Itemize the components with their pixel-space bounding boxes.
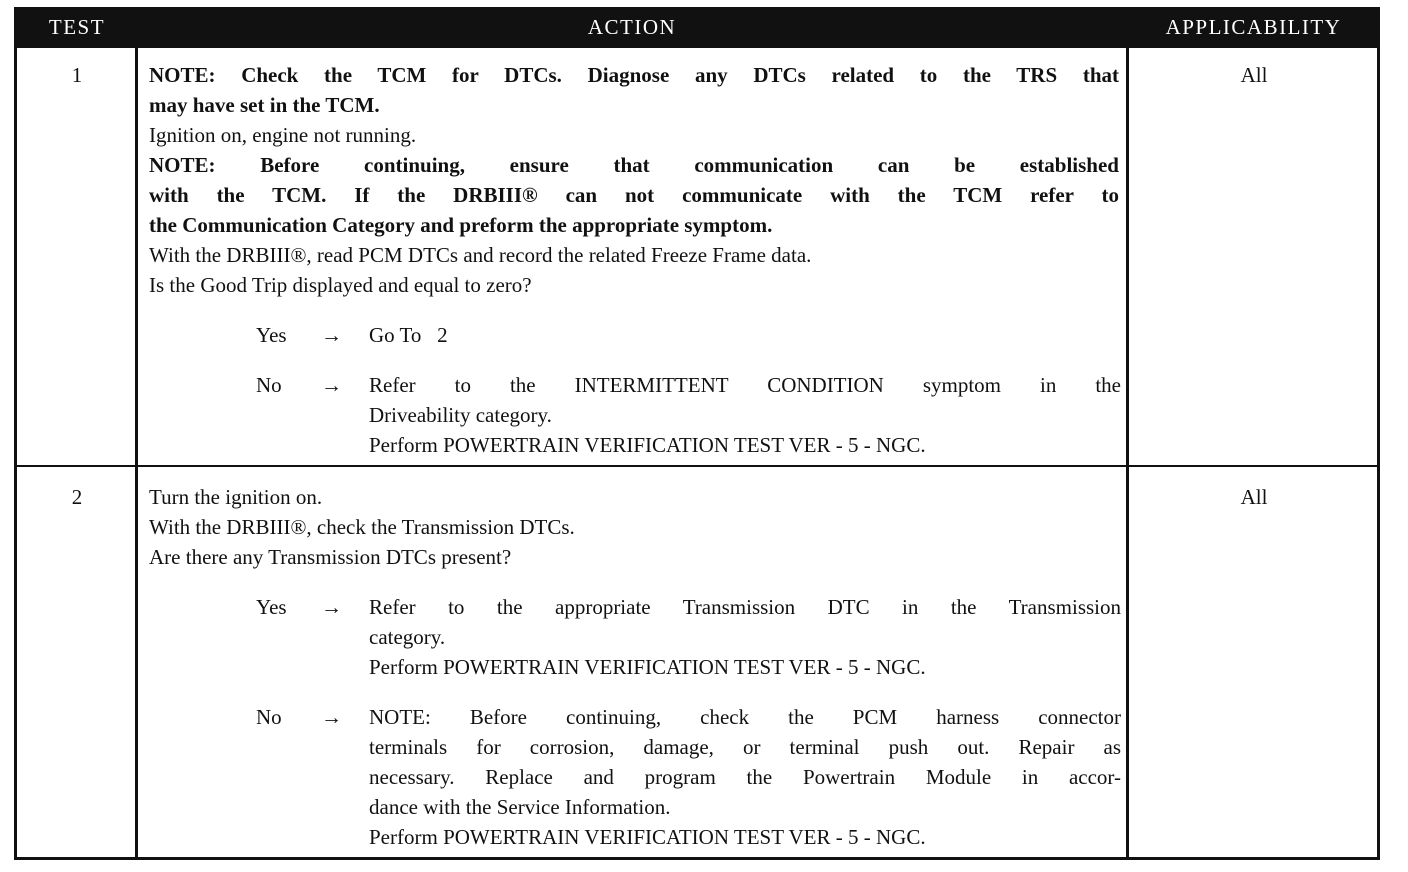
option-line: Perform POWERTRAIN VERIFICATION TEST VER - 5 - NGC. [369, 655, 926, 679]
option-yes [149, 592, 1119, 682]
row-2-applicability: All [1240, 485, 1268, 509]
action-line: Ignition on, engine not running. [149, 123, 417, 147]
option-no [149, 370, 1119, 460]
option-line: Perform POWERTRAIN VERIFICATION TEST VER - 5 - NGC. [369, 825, 926, 849]
arrow-icon: → [321, 323, 342, 347]
option-line: category. [369, 625, 446, 649]
option-line: NOTE: Before continuing, check the PCM harness connector [369, 705, 1121, 729]
option-key: Yes [256, 595, 287, 619]
row-divider [17, 465, 1377, 467]
option-line: Refer to the INTERMITTENT CONDITION symptom in the [369, 373, 1121, 397]
action-line: NOTE: Check the TCM for DTCs. Diagnose any DTCs related to the TRS that [149, 63, 1119, 87]
row-2-test-number: 2 [71, 485, 83, 509]
row-1-applicability: All [1240, 63, 1268, 87]
action-line: NOTE: Before continuing, ensure that communication can be established [149, 153, 1119, 177]
option-line: Refer to the appropriate Transmission DTC in the Transmission [369, 595, 1121, 619]
option-line: necessary. Replace and program the Powertrain Module in accor- [369, 765, 1121, 789]
action-line: With the DRBIII®, check the Transmission DTCs. [149, 515, 575, 539]
diagnostic-table [14, 7, 1380, 860]
option-line: Perform POWERTRAIN VERIFICATION TEST VER - 5 - NGC. [369, 433, 926, 457]
header-test: TEST [48, 15, 106, 39]
header-applicability: APPLICABILITY [1165, 15, 1342, 39]
action-line: Are there any Transmission DTCs present? [149, 545, 512, 569]
option-no [149, 702, 1119, 852]
action-line: may have set in the TCM. [149, 93, 380, 117]
option-line: Go To 2 [369, 323, 448, 347]
option-key: No [256, 705, 282, 729]
option-key: No [256, 373, 282, 397]
row-1-test-number: 1 [71, 63, 83, 87]
column-divider [135, 48, 138, 857]
row-2-action [149, 482, 1119, 852]
row-1-action [149, 60, 1119, 460]
option-key: Yes [256, 323, 287, 347]
action-line: the Communication Category and preform the appropriate symptom. [149, 213, 773, 237]
option-line: terminals for corrosion, damage, or terminal push out. Repair as [369, 735, 1121, 759]
option-yes [149, 320, 1119, 350]
column-divider [1126, 48, 1129, 857]
option-line: dance with the Service Information. [369, 795, 671, 819]
option-line: Driveability category. [369, 403, 552, 427]
action-line: With the DRBIII®, read PCM DTCs and record the related Freeze Frame data. [149, 243, 812, 267]
action-line: with the TCM. If the DRBIII® can not communicate with the TCM refer to [149, 183, 1119, 207]
arrow-icon: → [321, 373, 342, 397]
arrow-icon: → [321, 595, 342, 619]
action-line: Is the Good Trip displayed and equal to zero? [149, 273, 532, 297]
table-header [17, 10, 1377, 48]
action-line: Turn the ignition on. [149, 485, 323, 509]
header-action: ACTION [587, 15, 677, 39]
arrow-icon: → [321, 705, 342, 729]
